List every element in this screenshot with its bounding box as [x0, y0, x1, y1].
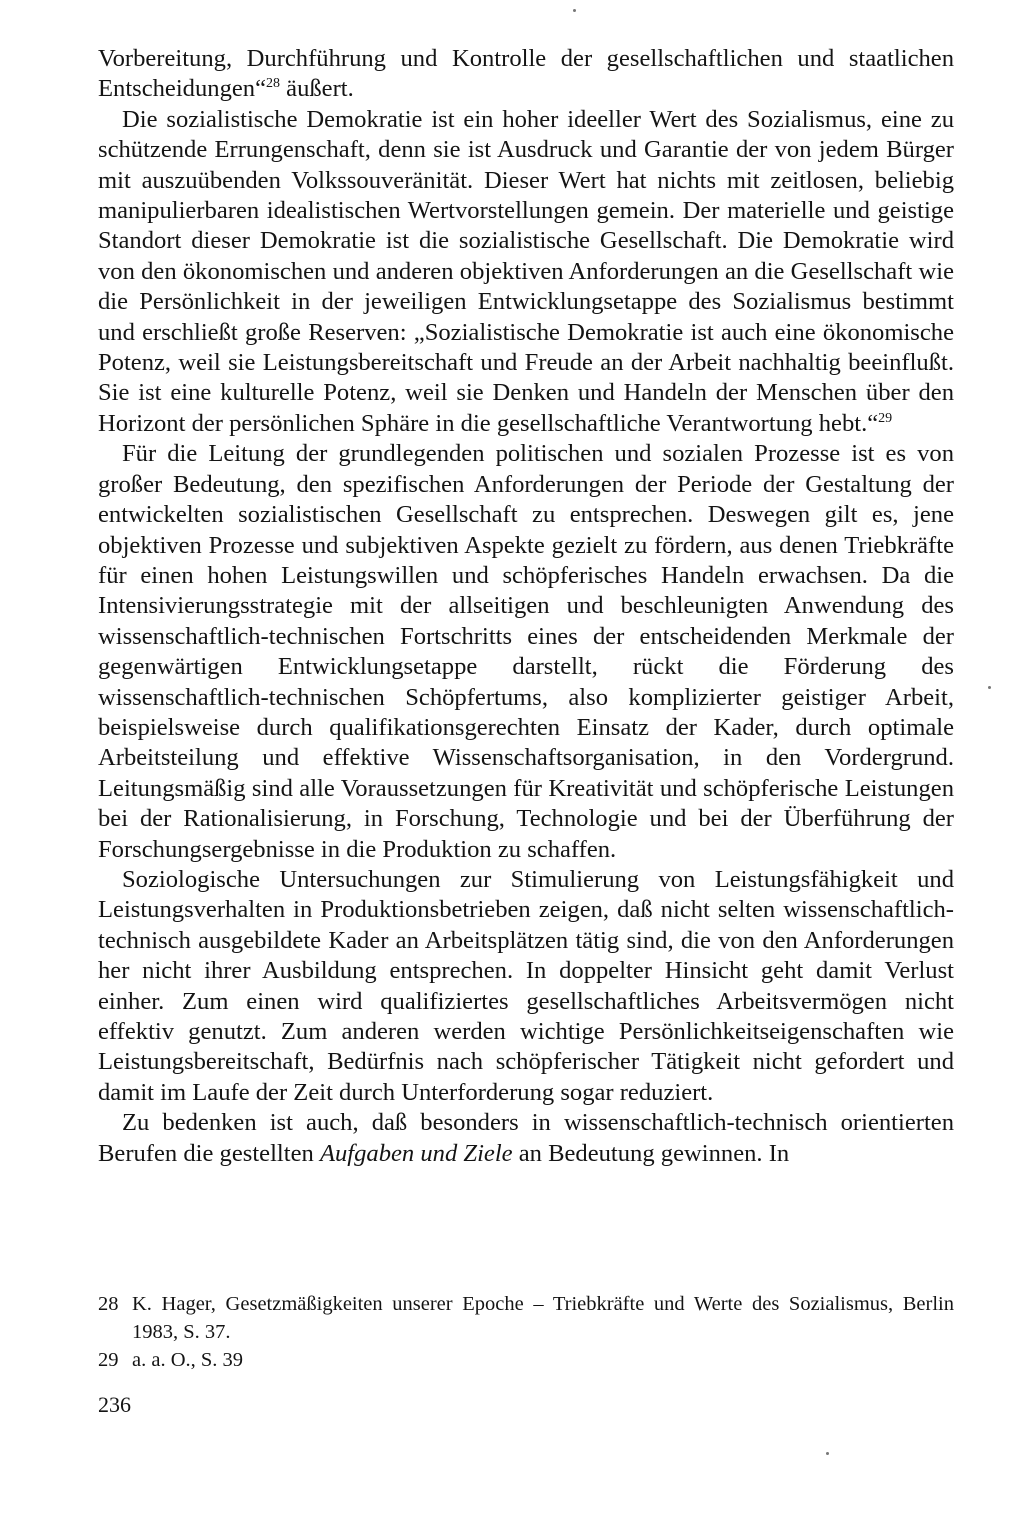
footnote-text: a. a. O., S. 39	[132, 1349, 244, 1371]
footnote	[98, 1290, 954, 1346]
text-run: äußert.	[280, 75, 354, 103]
paragraph	[98, 865, 954, 1108]
scan-speck	[826, 1452, 829, 1455]
paragraph	[98, 44, 954, 105]
paragraph	[98, 439, 954, 865]
text-run: an Bedeutung gewinnen. In	[512, 1139, 790, 1167]
scan-speck	[573, 9, 576, 12]
page-body	[98, 44, 954, 1169]
footnote-ref: 29	[878, 410, 893, 426]
text-run: Zu bedenken ist auch, daß besonders in wissenschaftlich-technisch orientierten Berufen die gestellten	[98, 1109, 954, 1167]
scan-speck	[988, 686, 991, 689]
page-number: 236	[98, 1392, 131, 1417]
emphasis-text: Aufgaben und Ziele	[319, 1139, 513, 1167]
paragraph	[98, 105, 954, 439]
footnote-number: 29	[98, 1349, 119, 1371]
footnote-number: 28	[98, 1293, 119, 1315]
footnote-text: K. Hager, Gesetzmäßigkeiten unserer Epoche – Triebkräfte und Werte des Sozialismus, Berlin 1983, S. 37.	[132, 1293, 954, 1343]
text-run: Die sozialistische Demokratie ist ein hoher ideeller Wert des Sozialismus, eine zu schützende Errungenschaft, denn sie ist Ausdruck und Garantie der von jedem Bürger mit auszuübenden Volkssouveränität. Dieser Wert hat nichts mit zeitlosen, beliebig manipulierbaren idealistischen Wertvorstellungen gemein. Der materielle und geistige Standort dieser Demokratie ist die sozialistische Gesellschaft. Die Demokratie wird von den ökonomischen und anderen objektiven Anforderungen an die Gesellschaft wie die Persönlichkeit in der jeweiligen Entwicklungsetappe des Sozialismus bestimmt und erschließt große Reserven: „Sozialistische Demokratie ist auch eine ökonomische Potenz, weil sie Leistungsbereitschaft und Freude an der Arbeit nachhaltig beeinflußt. Sie ist eine kulturelle Potenz, weil sie Denken und Handeln der Menschen über den Horizont der persönlichen Sphäre in die gesellschaftliche Verantwortung hebt.“	[98, 105, 954, 437]
text-run: Vorbereitung, Durchführung und Kontrolle der gesellschaftlichen und staatlichen Entscheidungen“	[98, 45, 954, 103]
footnote	[98, 1346, 954, 1374]
text-run: Soziologische Untersuchungen zur Stimulierung von Leistungsfähigkeit und Leistungsverhalten in Produktionsbetrieben zeigen, daß nicht selten wissenschaftlich-technisch ausgebildete Kader an Arbeitsplätzen tätig sind, die von den Anforderungen her nicht ihrer Ausbildung entsprechen. In doppelter Hinsicht geht damit Verlust einher. Zum einen wird qualifiziertes gesellschaftliches Arbeitsvermögen nicht effektiv genutzt. Zum anderen werden wichtige Persönlichkeitseigenschaften wie Leistungsbereitschaft, Bedürfnis nach schöpferischer Tätigkeit nicht gefordert und damit im Laufe der Zeit durch Unterforderung sogar reduziert.	[98, 865, 954, 1106]
footnotes	[98, 1290, 954, 1374]
footnote-ref: 28	[266, 76, 281, 92]
paragraph	[98, 1108, 954, 1169]
text-run: Für die Leitung der grundlegenden politischen und sozialen Prozesse ist es von großer Bedeutung, den spezifischen Anforderungen der Periode der Gestaltung der entwickelten sozialistischen Gesellschaft zu entsprechen. Deswegen gilt es, jene objektiven Prozesse und subjektiven Aspekte gezielt zu fördern, aus denen Triebkräfte für einen hohen Leistungswillen und schöpferisches Handeln erwachsen. Da die Intensivierungsstrategie mit der allseitigen und beschleunigten Anwendung des wissenschaftlich-technischen Fortschritts eines der entscheidenden Merkmale der gegenwärtigen Entwicklungsetappe darstellt, rückt die Förderung des wissenschaftlich-technischen Schöpfertums, also komplizierter geistiger Arbeit, beispielsweise durch qualifikationsgerechten Einsatz der Kader, durch optimale Arbeitsteilung und effektive Wissenschaftsorganisation, in den Vordergrund. Leitungsmäßig sind alle Voraussetzungen für Kreativität und schöpferische Leistungen bei der Rationalisierung, in Forschung, Technologie und bei der Überführung der Forschungsergebnisse in die Produktion zu schaffen.	[98, 440, 954, 863]
body-text	[98, 44, 954, 1169]
